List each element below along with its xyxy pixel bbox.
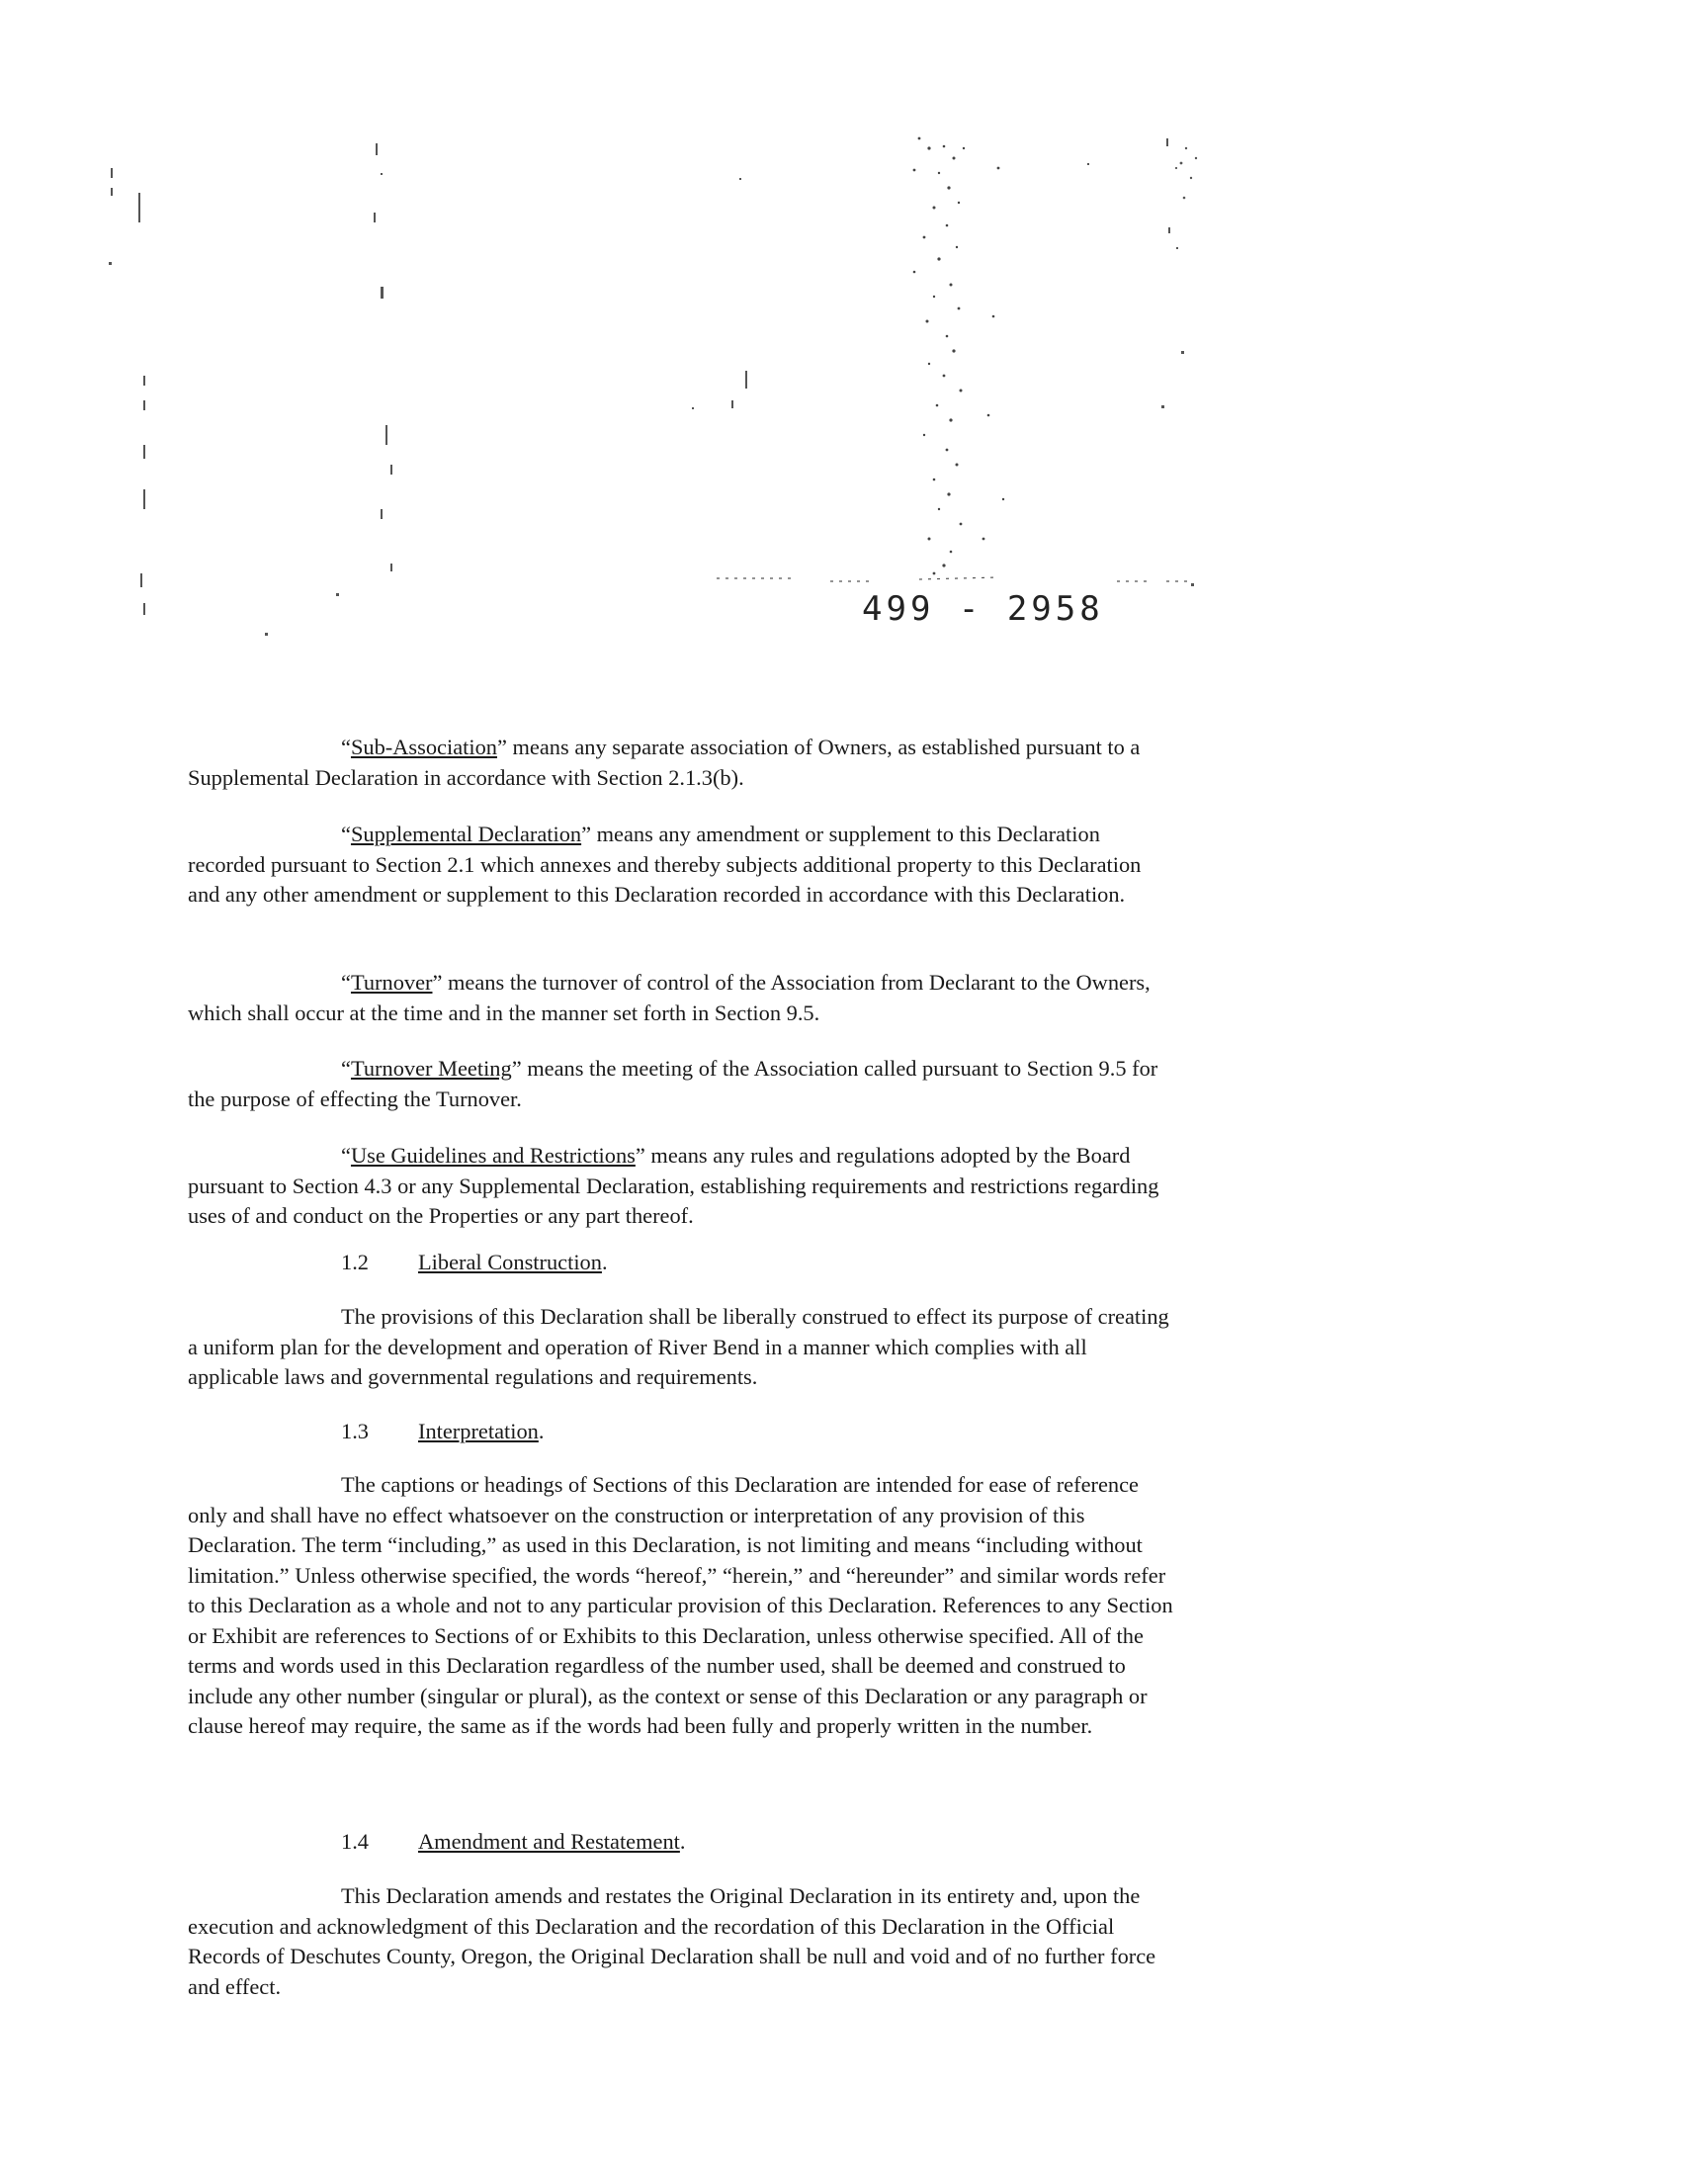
defined-term: Turnover Meeting bbox=[350, 1056, 512, 1081]
definition-text: ” means any amendment or supplement to this Declaration recorded pursuant to Section 2.1 which annexes and thereby subjects additional property to this Declaration and any other amendment or supplement to this Declaration recorded in accordance with this Declaration. bbox=[188, 822, 1142, 907]
definition-turnover-meeting: “Turnover Meeting” means the meeting of the Association called pursuant to Section 9.5 for the purpose of effecting the Turnover. bbox=[188, 1056, 1158, 1111]
section-number: 1.2 bbox=[341, 1250, 369, 1274]
section-title: Amendment and Restatement bbox=[418, 1829, 680, 1854]
section-number: 1.4 bbox=[341, 1829, 369, 1854]
definition-text: ” means the turnover of control of the Association from Declarant to the Owners, which shall occur at the time and in the manner set forth in Section 9.5. bbox=[188, 970, 1151, 1025]
section-number: 1.3 bbox=[341, 1419, 369, 1443]
definition-supplemental-declaration: “Supplemental Declaration” means any amendment or supplement to this Declaration recorded pursuant to Section 2.1 which annexes and thereby subjects additional property to this Declaration and any other amendment or supplement to this Declaration recorded in accordance with this Declaration. bbox=[188, 822, 1142, 907]
definition-text: ” means any separate association of Owners, as established pursuant to a Supplemental Declaration in accordance with Section 2.1.3(b). bbox=[188, 735, 1141, 790]
defined-term: Use Guidelines and Restrictions bbox=[350, 1143, 636, 1168]
section-title-period: . bbox=[679, 1829, 686, 1854]
definition-text: ” means any rules and regulations adopted by the Board pursuant to Section 4.3 or any Supplemental Declaration, establishing requirements and restrictions regarding uses of and conduct on the Properties or any part thereof. bbox=[188, 1143, 1159, 1228]
section-body-text: The provisions of this Declaration shall be liberally construed to effect its purpose of creating a uniform plan for the development and operation of River Bend in a manner which complies with all applicable laws and governmental regulations and requirements. bbox=[188, 1304, 1169, 1389]
section-heading-1-3 bbox=[341, 1417, 544, 1446]
scan-noise bbox=[0, 0, 1708, 692]
section-body-text: This Declaration amends and restates the Original Declaration in its entirety and, upon the execution and acknowledgment of this Declaration and the recordation of this Declaration in the Official Records of Deschutes County, Oregon, the Original Declaration shall be null and void and of no further force and effect. bbox=[188, 1883, 1156, 1999]
defined-term: Turnover bbox=[350, 970, 433, 995]
section-title-period: . bbox=[601, 1250, 608, 1274]
defined-term: Sub-Association bbox=[350, 735, 497, 759]
section-heading-1-2 bbox=[341, 1248, 608, 1277]
section-body-1-4 bbox=[188, 1881, 1176, 2002]
record-number: 499 - 2958 bbox=[862, 589, 1104, 629]
definition-use-guidelines: “Use Guidelines and Restrictions” means any rules and regulations adopted by the Board pursuant to Section 4.3 or any Supplemental Declaration, establishing requirements and restrictions regarding uses of and conduct on the Properties or any part thereof. bbox=[188, 1143, 1159, 1228]
section-title: Interpretation bbox=[418, 1419, 539, 1443]
definition-text: ” means the meeting of the Association called pursuant to Section 9.5 for the purpose of effecting the Turnover. bbox=[188, 1056, 1158, 1111]
definition-sub-association: “Sub-Association” means any separate association of Owners, as established pursuant to a Supplemental Declaration in accordance with Section 2.1.3(b). bbox=[188, 735, 1141, 790]
section-title-period: . bbox=[538, 1419, 545, 1443]
definition-turnover: “Turnover” means the turnover of control of the Association from Declarant to the Owners, which shall occur at the time and in the manner set forth in Section 9.5. bbox=[188, 970, 1151, 1025]
defined-term: Supplemental Declaration bbox=[350, 822, 582, 846]
section-title: Liberal Construction bbox=[418, 1250, 602, 1274]
section-body-text: The captions or headings of Sections of this Declaration are intended for ease of reference only and shall have no effect whatsoever on the construction or interpretation of any provision of this Declaration. The term “including,” as used in this Declaration, is not limiting and means “including without limitation.” Unless otherwise specified, the words “hereof,” “herein,” and “hereunder” and similar words refer to this Declaration as a whole and not to any particular provision of this Declaration. References to any Section or Exhibit are references to Sections of or Exhibits to this Declaration, unless otherwise specified. All of the terms and words used in this Declaration regardless of the number used, shall be deemed and construed to include any other number (singular or plural), as the context or sense of this Declaration or any paragraph or clause hereof may require, the same as if the words had been fully and properly written in the number. bbox=[188, 1472, 1173, 1738]
section-body-1-3 bbox=[188, 1470, 1176, 1742]
section-body-1-2 bbox=[188, 1302, 1176, 1393]
section-heading-1-4 bbox=[341, 1827, 686, 1857]
